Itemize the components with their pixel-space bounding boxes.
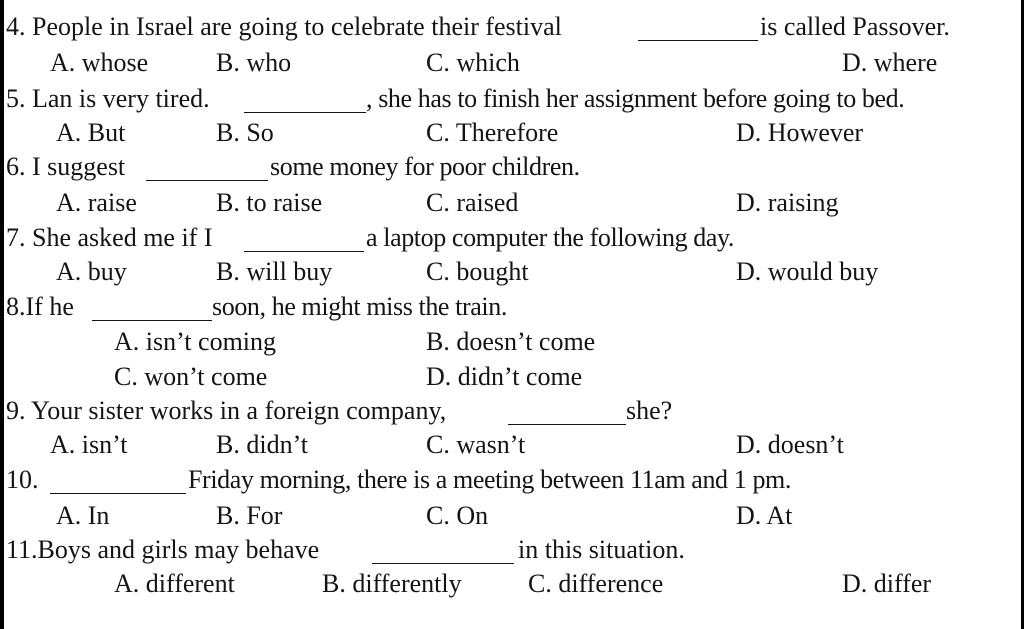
question-11-option-d[interactable]: D. differ <box>842 569 932 598</box>
page-left-border <box>0 0 4 629</box>
question-11-option-c[interactable]: C. difference <box>528 569 664 598</box>
question-4-text-end: is called Passover. <box>760 12 950 41</box>
question-6-option-d[interactable]: D. raising <box>736 188 839 217</box>
question-8-text-end: soon, he might miss the train. <box>212 292 507 321</box>
question-8-option-b[interactable]: B. doesn’t come <box>426 327 596 356</box>
question-11-option-b[interactable]: B. differently <box>322 569 462 598</box>
question-9-option-c[interactable]: C. wasn’t <box>426 430 526 459</box>
question-9-text-end: she? <box>626 396 673 425</box>
question-6-option-a[interactable]: A. raise <box>56 188 137 217</box>
question-11-text-end: in this situation. <box>518 535 685 564</box>
question-4-option-d[interactable]: D. where <box>842 48 938 77</box>
question-7-text-end: a laptop computer the following day. <box>366 223 735 252</box>
question-6-option-b[interactable]: B. to raise <box>216 188 323 217</box>
question-10-answer-blank[interactable] <box>50 493 186 494</box>
question-10-option-d[interactable]: D. At <box>736 501 793 530</box>
question-6-option-c[interactable]: C. raised <box>426 188 519 217</box>
question-8-text-start: 8.If he <box>6 292 74 321</box>
question-4-option-b[interactable]: B. who <box>216 48 292 77</box>
question-7-option-c[interactable]: C. bought <box>426 257 529 286</box>
question-4-option-c[interactable]: C. which <box>426 48 520 77</box>
question-10-option-c[interactable]: C. On <box>426 501 489 530</box>
question-7-text-start: 7. She asked me if I <box>6 223 213 252</box>
question-4-option-a[interactable]: A. whose <box>50 48 149 77</box>
question-10-option-a[interactable]: A. In <box>56 501 110 530</box>
question-11-option-a[interactable]: A. different <box>114 569 235 598</box>
question-5-option-d[interactable]: D. However <box>736 118 864 147</box>
question-7-option-b[interactable]: B. will buy <box>216 257 333 286</box>
question-11-answer-blank[interactable] <box>372 563 514 564</box>
question-5-text-start: 5. Lan is very tired. <box>6 84 210 113</box>
question-10-number: 10. <box>6 465 39 494</box>
question-8-option-d[interactable]: D. didn’t come <box>426 362 583 391</box>
question-11-text-start: 11.Boys and girls may behave <box>6 535 320 564</box>
question-9-option-b[interactable]: B. didn’t <box>216 430 308 459</box>
question-10-option-b[interactable]: B. For <box>216 501 283 530</box>
question-8-answer-blank[interactable] <box>92 320 212 321</box>
question-8-option-a[interactable]: A. isn’t coming <box>114 327 277 356</box>
question-5-answer-blank[interactable] <box>244 112 366 113</box>
question-5-option-c[interactable]: C. Therefore <box>426 118 559 147</box>
question-6-text-end: some money for poor children. <box>270 152 580 181</box>
question-9-text-start: 9. Your sister works in a foreign company, <box>6 396 447 425</box>
question-7-option-a[interactable]: A. buy <box>56 257 127 286</box>
question-7-answer-blank[interactable] <box>244 251 364 252</box>
question-4-answer-blank[interactable] <box>638 40 758 41</box>
question-8-option-c[interactable]: C. won’t come <box>114 362 268 391</box>
question-6-text-start: 6. I suggest <box>6 152 126 181</box>
question-6-answer-blank[interactable] <box>146 180 268 181</box>
question-4-text-start: 4. People in Israel are going to celebrate their festival <box>6 12 562 41</box>
question-5-option-a[interactable]: A. But <box>56 118 126 147</box>
question-9-option-a[interactable]: A. isn’t <box>50 430 128 459</box>
question-9-answer-blank[interactable] <box>508 424 626 425</box>
question-5-option-b[interactable]: B. So <box>216 118 274 147</box>
question-7-option-d[interactable]: D. would buy <box>736 257 879 286</box>
question-5-text-end: , she has to finish her assignment before going to bed. <box>366 84 905 113</box>
question-10-text-end: Friday morning, there is a meeting between 11am and 1 pm. <box>188 465 791 494</box>
question-9-option-d[interactable]: D. doesn’t <box>736 430 844 459</box>
